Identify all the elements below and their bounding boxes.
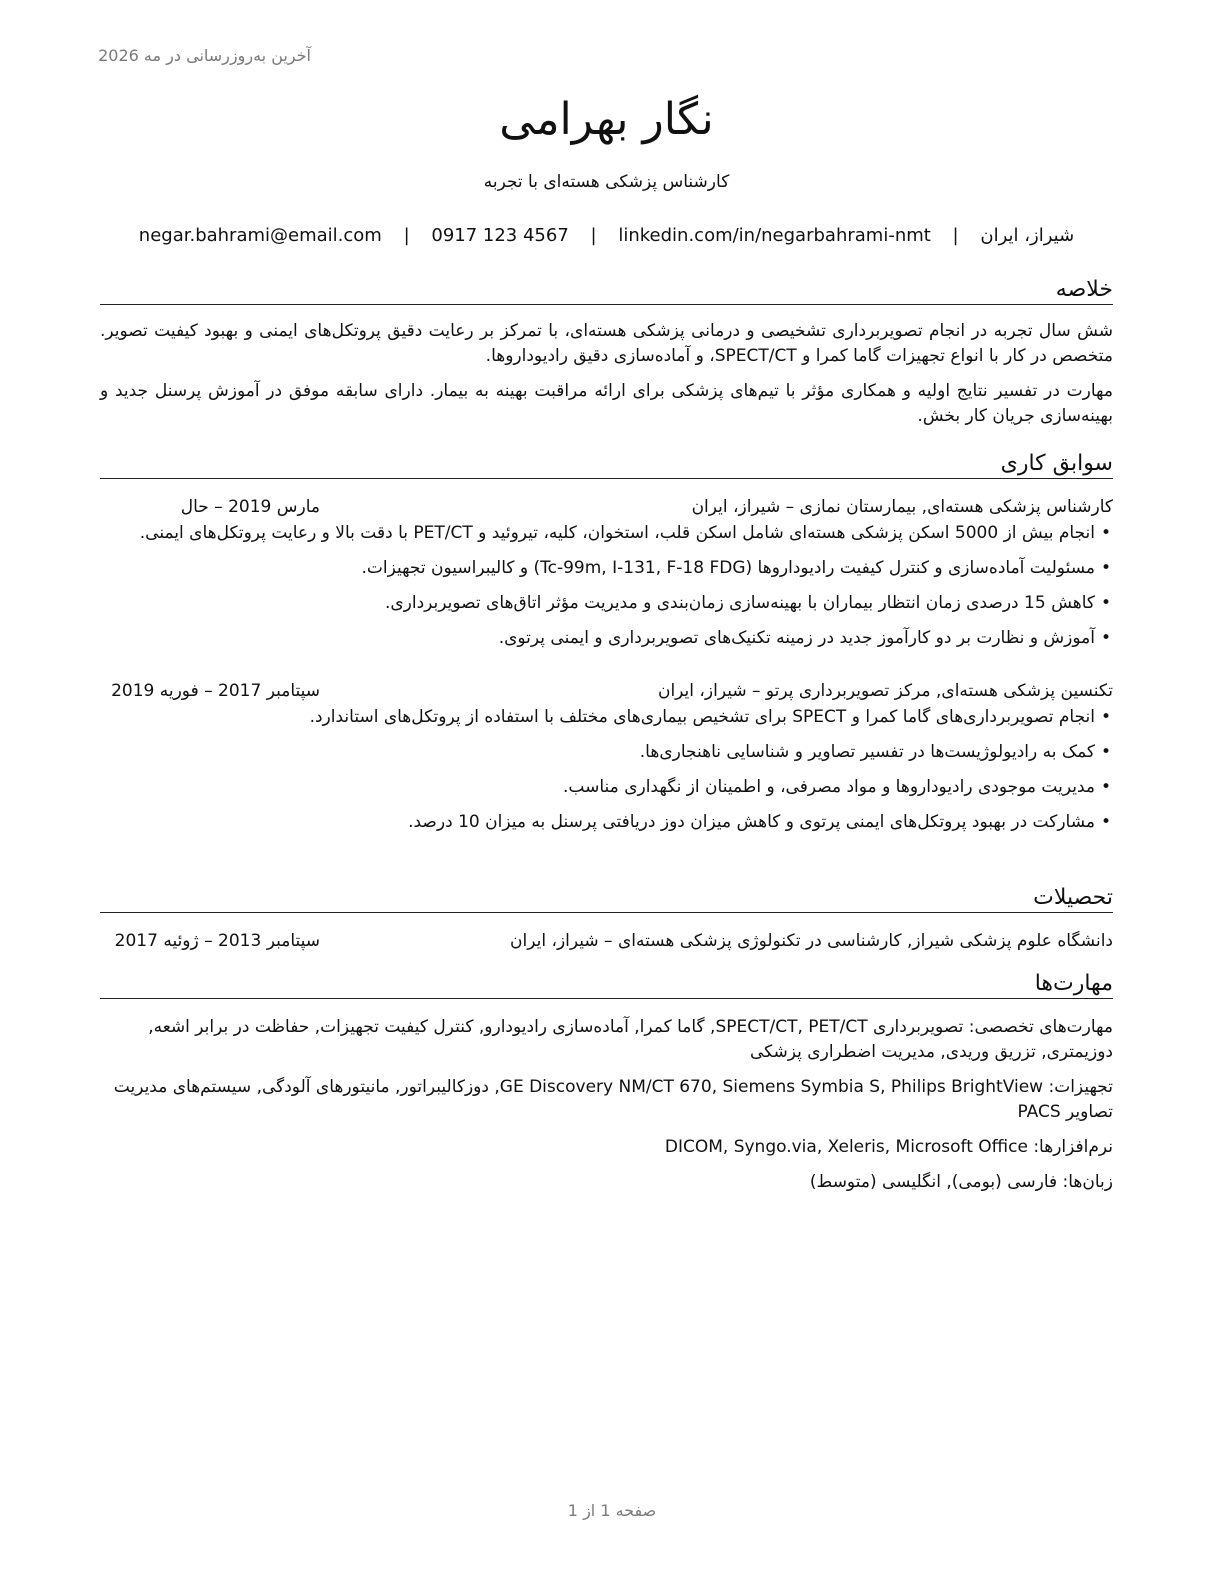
summary-paragraph: مهارت در تفسیر نتایج اولیه و همکاری مؤثر با تیم‌های پزشکی برای ارائه مراقبت بهینه به بیمار. دارای سابقه موفق در آموزش پرسنل جدید و بهینه‌سازی جریان کار بخش. <box>100 381 1113 426</box>
skills-section <box>100 970 1113 1195</box>
job-dates: مارس 2019 – حال <box>180 497 320 517</box>
contact-separator: | <box>403 225 410 246</box>
resume-page <box>100 0 1113 1584</box>
summary-section <box>100 276 1113 429</box>
job-bullet: • انجام بیش از 5000 اسکن پزشکی هسته‌ای شامل اسکن قلب، استخوان، کلیه، تیروئید و PET/CT با دقت بالا و رعایت پروتکل‌های ایمنی. <box>100 521 1113 546</box>
job-bullet: • مدیریت موجودی رادیوداروها و مواد مصرفی، و اطمینان از نگهداری مناسب. <box>100 775 1113 800</box>
experience-title: سوابق کاری <box>100 450 1113 479</box>
education-school-degree: دانشگاه علوم پزشکی شیراز, کارشناسی در تکنولوژی پزشکی هسته‌ای – شیراز، ایران <box>510 931 1113 951</box>
job-bullets <box>100 521 1113 651</box>
job-bullet: • کاهش 15 درصدی زمان انتظار بیماران با بهینه‌سازی زمان‌بندی و مدیریت مؤثر اتاق‌های تصویربرداری. <box>100 591 1113 616</box>
experience-section <box>100 450 1113 835</box>
contact-email[interactable]: negar.bahrami@email.com <box>138 225 382 246</box>
contact-separator: | <box>952 225 959 246</box>
candidate-name: نگار بهرامی <box>499 94 714 145</box>
skills-line: مهارت‌های تخصصی: تصویربرداری SPECT/CT, PET/CT, گاما کمرا, آماده‌سازی رادیودارو, کنترل کیفیت تجهیزات, حفاظت در برابر اشعه, دوزیمتری, تزریق وریدی, مدیریت اضطراری پزشکی <box>148 1017 1113 1062</box>
page-indicator: صفحه 1 از 1 <box>567 1501 657 1520</box>
skills-line: نرم‌افزارها: DICOM, Syngo.via, Xeleris, Microsoft Office <box>664 1137 1113 1157</box>
job-bullets <box>100 705 1113 835</box>
education-dates: سپتامبر 2013 – ژوئیه 2017 <box>114 931 320 951</box>
job-bullet: • انجام تصویربرداری‌های گاما کمرا و SPECT برای تشخیص بیماری‌های مختلف با استفاده از پروتکل‌های استاندارد. <box>100 705 1113 730</box>
job-header <box>100 495 1113 519</box>
skills-title: مهارت‌ها <box>100 970 1113 999</box>
contact-separator: | <box>590 225 597 246</box>
last-updated-note: آخرین به‌روزرسانی در مه 2026 <box>98 46 311 65</box>
candidate-headline: کارشناس پزشکی هسته‌ای با تجربه <box>483 172 730 192</box>
skills-line: زبان‌ها: فارسی (بومی), انگلیسی (متوسط) <box>809 1172 1113 1192</box>
summary-paragraph: شش سال تجربه در انجام تصویربرداری تشخیصی و درمانی پزشکی هسته‌ای، با تمرکز بر رعایت دقیق پروتکل‌های ایمنی و بهبود کیفیت تصویر. متخصص در کار با انواع تجهیزات گاما کمرا و SPECT/CT، و آماده‌سازی دقیق رادیوداروها. <box>100 321 1113 366</box>
job-entry <box>100 679 1113 835</box>
summary-title: خلاصه <box>100 276 1113 305</box>
contact-linkedin[interactable]: linkedin.com/in/negarbahrami-nmt <box>618 225 931 246</box>
job-dates: سپتامبر 2017 – فوریه 2019 <box>111 681 320 701</box>
job-bullet: • آموزش و نظارت بر دو کارآموز جدید در زمینه تکنیک‌های تصویربرداری و ایمنی پرتوی. <box>100 626 1113 651</box>
job-bullet: • کمک به رادیولوژیست‌ها در تفسیر تصاویر و شناسایی ناهنجاری‌ها. <box>100 740 1113 765</box>
education-title: تحصیلات <box>100 884 1113 913</box>
job-entry <box>100 495 1113 651</box>
job-header <box>100 679 1113 703</box>
job-bullet: • مسئولیت آماده‌سازی و کنترل کیفیت رادیوداروها (Tc-99m, I-131, F-18 FDG) و کالیبراسیون تجهیزات. <box>100 556 1113 581</box>
job-title-company: تکنسین پزشکی هسته‌ای, مرکز تصویربرداری پرتو – شیراز، ایران <box>657 681 1113 701</box>
education-section <box>100 884 1113 953</box>
contact-phone[interactable]: 0917 123 4567 <box>431 225 569 246</box>
skills-line: تجهیزات: GE Discovery NM/CT 670, Siemens Symbia S, Philips BrightView, دوزکالیبراتور, مانیتورهای آلودگی, سیستم‌های مدیریت تصاویر PACS <box>113 1077 1113 1122</box>
job-title-company: کارشناس پزشکی هسته‌ای, بیمارستان نمازی – شیراز، ایران <box>691 497 1113 517</box>
job-bullet: • مشارکت در بهبود پروتکل‌های ایمنی پرتوی و کاهش میزان دوز دریافتی پرسنل به میزان 10 درصد. <box>100 810 1113 835</box>
contact-location: شیراز، ایران <box>980 225 1075 246</box>
contact-line <box>100 223 1113 249</box>
education-entry <box>100 929 1113 953</box>
